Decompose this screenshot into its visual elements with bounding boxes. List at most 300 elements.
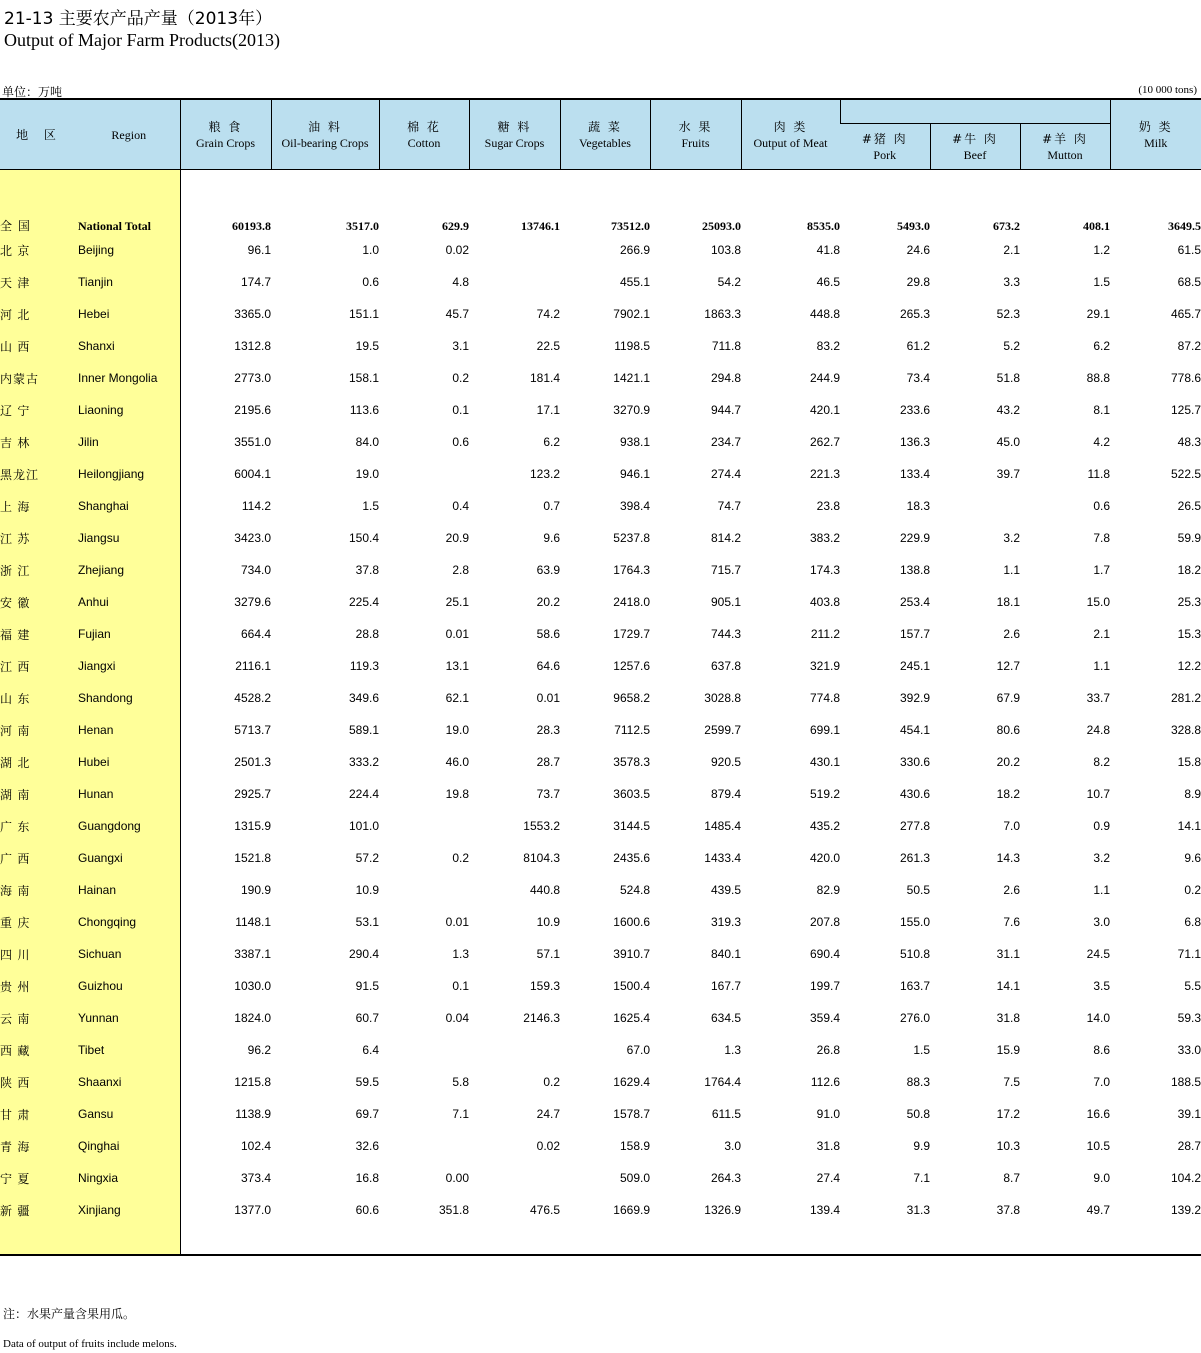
table-row: [0, 650, 1201, 682]
value-cell: 101.0: [348, 819, 379, 833]
value-cell: 207.8: [809, 915, 840, 929]
value-cell: 61.2: [906, 339, 930, 353]
region-name-cn: 江 西: [0, 650, 78, 682]
value-cell: 53.1: [355, 915, 379, 929]
value-cell: 8.2: [1093, 755, 1111, 769]
value-cell: 32.6: [355, 1139, 379, 1153]
value-cell: 276.0: [899, 1011, 930, 1025]
value-cell: 629.9: [442, 219, 469, 233]
value-cell: 20.9: [445, 531, 469, 545]
region-name-cn: 北 京: [0, 234, 78, 266]
value-cell: 18.3: [906, 499, 930, 513]
region-name-en: Hebei: [78, 298, 180, 330]
region-name-cn: 上 海: [0, 490, 78, 522]
value-cell: 522.5: [1170, 467, 1201, 481]
table-row: [0, 426, 1201, 458]
value-cell: 0.7: [543, 499, 560, 513]
value-cell: 778.6: [1170, 371, 1201, 385]
value-cell: 1312.8: [234, 339, 271, 353]
value-cell: 840.1: [710, 947, 741, 961]
value-cell: 59.5: [355, 1075, 379, 1089]
value-cell: 465.7: [1170, 307, 1201, 321]
region-name-cn: 辽 宁: [0, 394, 78, 426]
value-cell: 1.1: [1093, 883, 1111, 897]
value-cell: 1257.6: [613, 659, 650, 673]
footnote-cn: 注：水果产量含果用瓜。: [3, 1307, 136, 1321]
value-cell: 19.0: [445, 723, 469, 737]
value-cell: 1326.9: [704, 1203, 741, 1217]
region-name-en: Tianjin: [78, 266, 180, 298]
footnote-en: Data of output of fruits include melons.: [3, 1338, 177, 1350]
value-cell: 14.0: [1086, 1011, 1111, 1025]
value-cell: 1625.4: [613, 1011, 650, 1025]
value-cell: 2.6: [1003, 627, 1020, 641]
value-cell: 290.4: [348, 947, 379, 961]
value-cell: 440.8: [529, 883, 560, 897]
region-name-cn: 河 北: [0, 298, 78, 330]
value-cell: 5.2: [1003, 339, 1020, 353]
value-cell: 274.4: [710, 467, 741, 481]
value-cell: 328.8: [1170, 723, 1201, 737]
region-name-en: Hubei: [78, 746, 180, 778]
region-name-en: Jiangsu: [78, 522, 180, 554]
value-cell: 5237.8: [613, 531, 650, 545]
value-cell: 0.1: [452, 403, 469, 417]
value-cell: 6.2: [543, 435, 560, 449]
value-cell: 37.8: [996, 1203, 1020, 1217]
value-cell: 0.02: [445, 243, 469, 257]
table-row: [0, 490, 1201, 522]
region-name-cn: 湖 北: [0, 746, 78, 778]
value-cell: 3517.0: [346, 219, 379, 233]
value-cell: 8.9: [1184, 787, 1201, 801]
value-cell: 19.0: [355, 467, 379, 481]
value-cell: 690.4: [809, 947, 840, 961]
value-cell: 435.2: [809, 819, 840, 833]
value-cell: 28.7: [1177, 1139, 1201, 1153]
value-cell: 398.4: [619, 499, 650, 513]
value-cell: 2418.0: [613, 595, 650, 609]
region-name-cn: 云 南: [0, 1002, 78, 1034]
table-row: [0, 618, 1201, 650]
region-name-en: Yunnan: [78, 1002, 180, 1034]
value-cell: 7.0: [1003, 819, 1020, 833]
region-name-cn: 宁 夏: [0, 1162, 78, 1194]
value-cell: 25093.0: [702, 219, 741, 233]
value-cell: 158.9: [619, 1139, 650, 1153]
value-cell: 392.9: [899, 691, 930, 705]
value-cell: 439.5: [710, 883, 741, 897]
value-cell: 2.8: [452, 563, 469, 577]
region-name-cn: 新 疆: [0, 1194, 78, 1226]
value-cell: 3.0: [724, 1139, 741, 1153]
region-name-cn: 浙 江: [0, 554, 78, 586]
value-cell: 233.6: [899, 403, 930, 417]
value-cell: 1148.1: [235, 915, 271, 929]
value-cell: 3551.0: [234, 435, 271, 449]
header-beef: #牛 肉 Beef: [930, 124, 1020, 170]
table-row: [0, 394, 1201, 426]
value-cell: 73512.0: [611, 219, 650, 233]
value-cell: 7902.1: [613, 307, 650, 321]
value-cell: 50.8: [906, 1107, 930, 1121]
region-name-cn: 广 东: [0, 810, 78, 842]
table-row: [0, 1098, 1201, 1130]
header-mutton: #羊 肉 Mutton: [1020, 124, 1110, 170]
value-cell: 3578.3: [613, 755, 650, 769]
value-cell: 67.0: [626, 1043, 650, 1057]
value-cell: 163.7: [899, 979, 930, 993]
value-cell: 3.2: [1093, 851, 1111, 865]
region-name-cn: 黑龙江: [0, 458, 78, 490]
value-cell: 15.3: [1177, 627, 1201, 641]
value-cell: 2116.1: [235, 659, 271, 673]
value-cell: 1764.3: [613, 563, 650, 577]
region-name-en: Chongqing: [78, 906, 180, 938]
value-cell: 113.6: [349, 403, 379, 417]
value-cell: 91.0: [816, 1107, 840, 1121]
table-row: [0, 970, 1201, 1002]
value-cell: 319.3: [710, 915, 741, 929]
value-cell: 104.2: [1170, 1171, 1201, 1185]
value-cell: 24.7: [536, 1107, 560, 1121]
spacer-row: [0, 170, 1201, 201]
header-milk: 奶 类 Milk: [1110, 99, 1201, 170]
region-name-en: Shanghai: [78, 490, 180, 522]
region-name-cn: 山 东: [0, 682, 78, 714]
value-cell: 4528.2: [234, 691, 271, 705]
value-cell: 51.8: [996, 371, 1020, 385]
value-cell: 373.4: [240, 1171, 271, 1185]
table-row: [0, 522, 1201, 554]
value-cell: 60.7: [355, 1011, 379, 1025]
unit-label-cn: 单位：万吨: [2, 85, 63, 99]
value-cell: 31.1: [996, 947, 1020, 961]
table-row: [0, 906, 1201, 938]
value-cell: 1.5: [1093, 275, 1111, 289]
value-cell: 102.4: [240, 1139, 271, 1153]
value-cell: 31.8: [816, 1139, 840, 1153]
region-name-en: Guangxi: [78, 842, 180, 874]
value-cell: 1629.4: [613, 1075, 650, 1089]
value-cell: 2599.7: [704, 723, 741, 737]
value-cell: 524.8: [619, 883, 650, 897]
value-cell: 944.7: [710, 403, 741, 417]
value-cell: 0.6: [1093, 499, 1111, 513]
value-cell: 1729.7: [613, 627, 650, 641]
value-cell: 159.3: [529, 979, 560, 993]
region-name-cn: 陕 西: [0, 1066, 78, 1098]
value-cell: 1485.4: [704, 819, 741, 833]
region-name-en: Xinjiang: [78, 1194, 180, 1226]
value-cell: 29.8: [906, 275, 930, 289]
value-cell: 10.5: [1086, 1139, 1111, 1153]
value-cell: 455.1: [619, 275, 650, 289]
value-cell: 3.5: [1093, 979, 1111, 993]
region-name-cn: 吉 林: [0, 426, 78, 458]
region-name-en: Hunan: [78, 778, 180, 810]
value-cell: 7.5: [1003, 1075, 1020, 1089]
table-row: [0, 1066, 1201, 1098]
value-cell: 6.8: [1184, 915, 1201, 929]
value-cell: 6004.1: [234, 467, 271, 481]
value-cell: 1500.4: [613, 979, 650, 993]
value-cell: 18.2: [1177, 563, 1201, 577]
value-cell: 734.0: [240, 563, 271, 577]
value-cell: 60193.8: [232, 219, 271, 233]
value-cell: 17.2: [996, 1107, 1020, 1121]
value-cell: 589.1: [348, 723, 379, 737]
table-row: [0, 362, 1201, 394]
value-cell: 1.2: [1093, 243, 1111, 257]
value-cell: 253.4: [899, 595, 930, 609]
region-name-en: Heilongjiang: [78, 458, 180, 490]
value-cell: 699.1: [809, 723, 840, 737]
value-cell: 245.1: [899, 659, 930, 673]
value-cell: 1.3: [724, 1043, 741, 1057]
value-cell: 0.9: [1093, 819, 1111, 833]
header-oil: 油 料 Oil-bearing Crops: [271, 99, 379, 170]
value-cell: 664.4: [240, 627, 271, 641]
value-cell: 7.0: [1093, 1075, 1111, 1089]
table-row: [0, 1034, 1201, 1066]
value-cell: 430.1: [809, 755, 840, 769]
value-cell: 403.8: [809, 595, 840, 609]
region-name-cn: 四 川: [0, 938, 78, 970]
value-cell: 2146.3: [523, 1011, 560, 1025]
table-row: [0, 266, 1201, 298]
value-cell: 4.8: [452, 275, 469, 289]
value-cell: 84.0: [355, 435, 379, 449]
value-cell: 58.6: [536, 627, 560, 641]
table-row-total: [0, 200, 1201, 234]
value-cell: 262.7: [809, 435, 840, 449]
value-cell: 1.5: [362, 499, 379, 513]
value-cell: 16.8: [355, 1171, 379, 1185]
value-cell: 28.3: [536, 723, 560, 737]
region-name-cn: 安 徽: [0, 586, 78, 618]
value-cell: 1600.6: [613, 915, 650, 929]
value-cell: 3028.8: [704, 691, 741, 705]
value-cell: 174.3: [809, 563, 840, 577]
header-fruits: 水 果 Fruits: [650, 99, 741, 170]
value-cell: 17.1: [536, 403, 560, 417]
table-row: [0, 938, 1201, 970]
value-cell: 3365.0: [234, 307, 271, 321]
value-cell: 277.8: [899, 819, 930, 833]
value-cell: 125.7: [1170, 403, 1201, 417]
value-cell: 0.00: [445, 1171, 469, 1185]
value-cell: 60.6: [355, 1203, 379, 1217]
region-name-cn: 江 苏: [0, 522, 78, 554]
value-cell: 938.1: [619, 435, 650, 449]
value-cell: 5493.0: [897, 219, 930, 233]
value-cell: 112.6: [810, 1075, 840, 1089]
value-cell: 8.6: [1093, 1043, 1111, 1057]
region-name-en: Jiangxi: [78, 650, 180, 682]
value-cell: 611.5: [711, 1107, 741, 1121]
table-body: [0, 170, 1201, 1256]
value-cell: 19.5: [355, 339, 379, 353]
value-cell: 18.2: [996, 787, 1020, 801]
value-cell: 351.8: [438, 1203, 469, 1217]
value-cell: 3279.6: [234, 595, 271, 609]
value-cell: 0.6: [362, 275, 379, 289]
value-cell: 10.9: [355, 883, 379, 897]
value-cell: 74.7: [717, 499, 741, 513]
value-cell: 0.04: [445, 1011, 469, 1025]
value-cell: 14.3: [996, 851, 1020, 865]
value-cell: 509.0: [619, 1171, 650, 1185]
value-cell: 3.1: [452, 339, 469, 353]
value-cell: 6.4: [362, 1043, 379, 1057]
value-cell: 123.2: [529, 467, 560, 481]
value-cell: 26.5: [1177, 499, 1201, 513]
value-cell: 181.4: [529, 371, 560, 385]
value-cell: 91.5: [355, 979, 379, 993]
value-cell: 23.8: [816, 499, 840, 513]
value-cell: 14.1: [996, 979, 1020, 993]
value-cell: 1377.0: [234, 1203, 271, 1217]
value-cell: 1764.4: [704, 1075, 741, 1089]
value-cell: 408.1: [1083, 219, 1111, 233]
value-cell: 13.1: [445, 659, 469, 673]
value-cell: 69.7: [355, 1107, 379, 1121]
table-row: [0, 586, 1201, 618]
value-cell: 3423.0: [234, 531, 271, 545]
region-name-en: Jilin: [78, 426, 180, 458]
table-row: [0, 1002, 1201, 1034]
value-cell: [469, 1162, 560, 1194]
table-row: [0, 842, 1201, 874]
value-cell: 349.6: [348, 691, 379, 705]
value-cell: 18.1: [996, 595, 1020, 609]
value-cell: 2925.7: [234, 787, 271, 801]
header-meat: 肉 类 Output of Meat: [741, 99, 840, 170]
value-cell: 5.5: [1184, 979, 1201, 993]
value-cell: 54.2: [717, 275, 741, 289]
region-name-en: Sichuan: [78, 938, 180, 970]
region-name-en: Gansu: [78, 1098, 180, 1130]
value-cell: 330.6: [899, 755, 930, 769]
value-cell: 9.6: [543, 531, 560, 545]
value-cell: 5713.7: [234, 723, 271, 737]
value-cell: 20.2: [536, 595, 560, 609]
value-cell: 1824.0: [234, 1011, 271, 1025]
value-cell: 1.3: [452, 947, 469, 961]
value-cell: 139.4: [809, 1203, 840, 1217]
region-name-en: Liaoning: [78, 394, 180, 426]
spacer-row: [0, 1226, 1201, 1255]
region-name-cn: 甘 肃: [0, 1098, 78, 1130]
header-sugar: 糖 料 Sugar Crops: [469, 99, 560, 170]
value-cell: 294.8: [710, 371, 741, 385]
value-cell: 150.4: [348, 531, 379, 545]
value-cell: [379, 874, 469, 906]
value-cell: 1669.9: [613, 1203, 650, 1217]
value-cell: 519.2: [809, 787, 840, 801]
value-cell: 88.3: [906, 1075, 930, 1089]
value-cell: 3.3: [1003, 275, 1020, 289]
value-cell: 48.3: [1177, 435, 1201, 449]
value-cell: 139.2: [1170, 1203, 1201, 1217]
value-cell: 637.8: [710, 659, 741, 673]
value-cell: 25.3: [1177, 595, 1201, 609]
value-cell: 3.0: [1093, 915, 1111, 929]
value-cell: 50.5: [906, 883, 930, 897]
value-cell: 62.1: [445, 691, 469, 705]
value-cell: 57.2: [355, 851, 379, 865]
value-cell: 24.5: [1086, 947, 1111, 961]
value-cell: 5.8: [452, 1075, 469, 1089]
value-cell: 510.8: [899, 947, 930, 961]
value-cell: 225.4: [348, 595, 379, 609]
value-cell: 266.9: [619, 243, 650, 257]
region-name-cn: 河 南: [0, 714, 78, 746]
value-cell: 73.4: [906, 371, 930, 385]
value-cell: 7112.5: [614, 723, 650, 737]
value-cell: 31.8: [996, 1011, 1020, 1025]
value-cell: 83.2: [816, 339, 840, 353]
header-vegetables: 蔬 菜 Vegetables: [560, 99, 650, 170]
value-cell: 0.1: [452, 979, 469, 993]
value-cell: 2501.3: [234, 755, 271, 769]
table-row: [0, 778, 1201, 810]
value-cell: 1030.0: [234, 979, 271, 993]
value-cell: 7.1: [452, 1107, 469, 1121]
value-cell: 1.1: [1093, 659, 1111, 673]
region-name-en: Guizhou: [78, 970, 180, 1002]
value-cell: 0.6: [452, 435, 469, 449]
value-cell: 2.1: [1093, 627, 1111, 641]
value-cell: 45.7: [445, 307, 469, 321]
value-cell: 3.2: [1003, 531, 1020, 545]
value-cell: 1215.8: [234, 1075, 271, 1089]
value-cell: 57.1: [536, 947, 560, 961]
value-cell: 920.5: [710, 755, 741, 769]
value-cell: [379, 458, 469, 490]
value-cell: 24.6: [906, 243, 930, 257]
value-cell: [379, 1034, 469, 1066]
value-cell: 946.1: [619, 467, 650, 481]
value-cell: 16.6: [1086, 1107, 1111, 1121]
page-title-cn: 21-13 主要农产品产量（2013年）: [4, 9, 273, 29]
value-cell: 0.2: [452, 371, 469, 385]
value-cell: 26.8: [816, 1043, 840, 1057]
header-region-en: Region: [78, 99, 180, 170]
value-cell: 221.3: [809, 467, 840, 481]
value-cell: 879.4: [710, 787, 741, 801]
value-cell: 33.7: [1086, 691, 1111, 705]
value-cell: 28.8: [355, 627, 379, 641]
region-name-en: Shanxi: [78, 330, 180, 362]
value-cell: 87.2: [1177, 339, 1201, 353]
farm-products-table: [0, 98, 1201, 1256]
value-cell: 9658.2: [613, 691, 650, 705]
region-name-en: Hainan: [78, 874, 180, 906]
value-cell: 9.9: [913, 1139, 930, 1153]
value-cell: 711.8: [711, 339, 741, 353]
value-cell: 155.0: [899, 915, 930, 929]
value-cell: 774.8: [809, 691, 840, 705]
value-cell: 634.5: [710, 1011, 741, 1025]
value-cell: 25.1: [445, 595, 469, 609]
region-name-en: Tibet: [78, 1034, 180, 1066]
value-cell: 199.7: [809, 979, 840, 993]
value-cell: 3387.1: [234, 947, 271, 961]
table-row: [0, 1162, 1201, 1194]
value-cell: 430.6: [899, 787, 930, 801]
